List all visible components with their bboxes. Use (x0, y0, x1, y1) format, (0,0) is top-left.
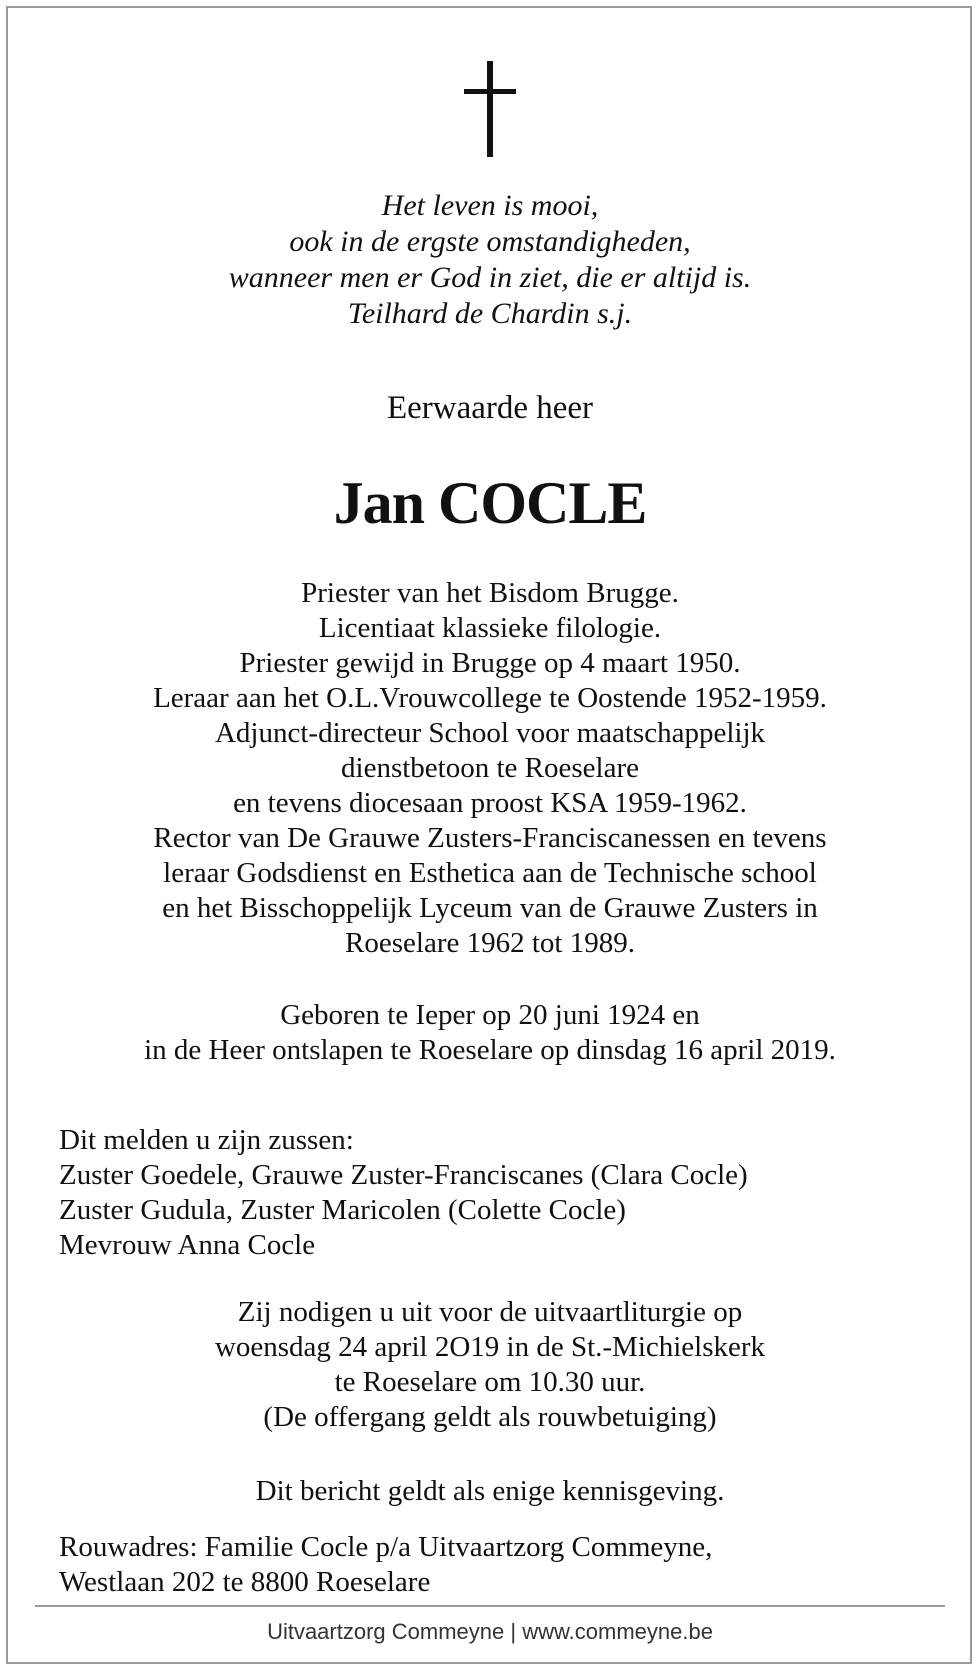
invitation-line: Zij nodigen u uit voor de uitvaartliturgie op (237, 1296, 743, 1328)
epigraph-quote (0, 188, 980, 332)
family-announcement (59, 1123, 959, 1263)
funeral-home-footer: Uitvaartzorg Commeyne | www.commeyne.be (267, 1619, 713, 1644)
birth-line: Geboren te Ieper op 20 juni 1924 en (280, 999, 700, 1031)
biography-line: Priester van het Bisdom Brugge. (301, 577, 679, 609)
biography-line: en tevens diocesaan proost KSA 1959-1962. (233, 787, 747, 819)
address-line: Rouwadres: Familie Cocle p/a Uitvaartzorg Commeyne, (59, 1531, 713, 1563)
funeral-invitation (0, 1295, 980, 1435)
biography-line: en het Bisschoppelijk Lyceum van de Grauwe Zusters in (162, 892, 818, 924)
death-line: in de Heer ontslapen te Roeselare op dinsdag 16 april 2019. (144, 1034, 836, 1066)
family-member: Zuster Goedele, Grauwe Zuster-Franciscanes (Clara Cocle) (59, 1159, 748, 1191)
quote-attribution: Teilhard de Chardin s.j. (347, 297, 633, 330)
biography-line: Rector van De Grauwe Zusters-Franciscanessen en tevens (153, 822, 827, 854)
latin-cross-icon (464, 61, 516, 157)
honorific-title: Eerwaarde heer (386, 390, 594, 426)
biography-line: dienstbetoon te Roeselare (341, 752, 639, 784)
invitation-line: woensdag 24 april 2O19 in de St.-Michielskerk (214, 1331, 766, 1363)
deceased-name: Jan COCLE (333, 470, 647, 536)
biography-line: leraar Godsdienst en Esthetica aan de Technische school (163, 857, 817, 889)
biography-line: Roeselare 1962 tot 1989. (345, 927, 635, 959)
quote-line: ook in de ergste omstandigheden, (289, 225, 691, 258)
family-member: Mevrouw Anna Cocle (59, 1229, 316, 1261)
family-member: Zuster Gudula, Zuster Maricolen (Colette Cocle) (59, 1194, 626, 1226)
birth-death-details (0, 998, 980, 1068)
quote-line: Het leven is mooi, (381, 189, 599, 222)
invitation-line: (De offergang geldt als rouwbetuiging) (263, 1401, 717, 1433)
family-intro: Dit melden u zijn zussen: (59, 1124, 354, 1156)
biography-line: Adjunct-directeur School voor maatschappelijk (214, 717, 766, 749)
biography-line: Priester gewijd in Brugge op 4 maart 1950. (239, 647, 741, 679)
biography-line: Leraar aan het O.L.Vrouwcollege te Oostende 1952-1959. (153, 682, 827, 714)
biography-line: Licentiaat klassieke filologie. (318, 612, 662, 644)
biography (0, 576, 980, 961)
address-line: Westlaan 202 te 8800 Roeselare (59, 1566, 431, 1598)
quote-line: wanneer men er God in ziet, die er altijd is. (228, 261, 752, 294)
footer-divider (35, 1605, 945, 1607)
sole-notice: Dit bericht geldt als enige kennisgeving. (255, 1475, 725, 1507)
invitation-line: te Roeselare om 10.30 uur. (334, 1366, 646, 1398)
mourning-address (59, 1530, 959, 1600)
